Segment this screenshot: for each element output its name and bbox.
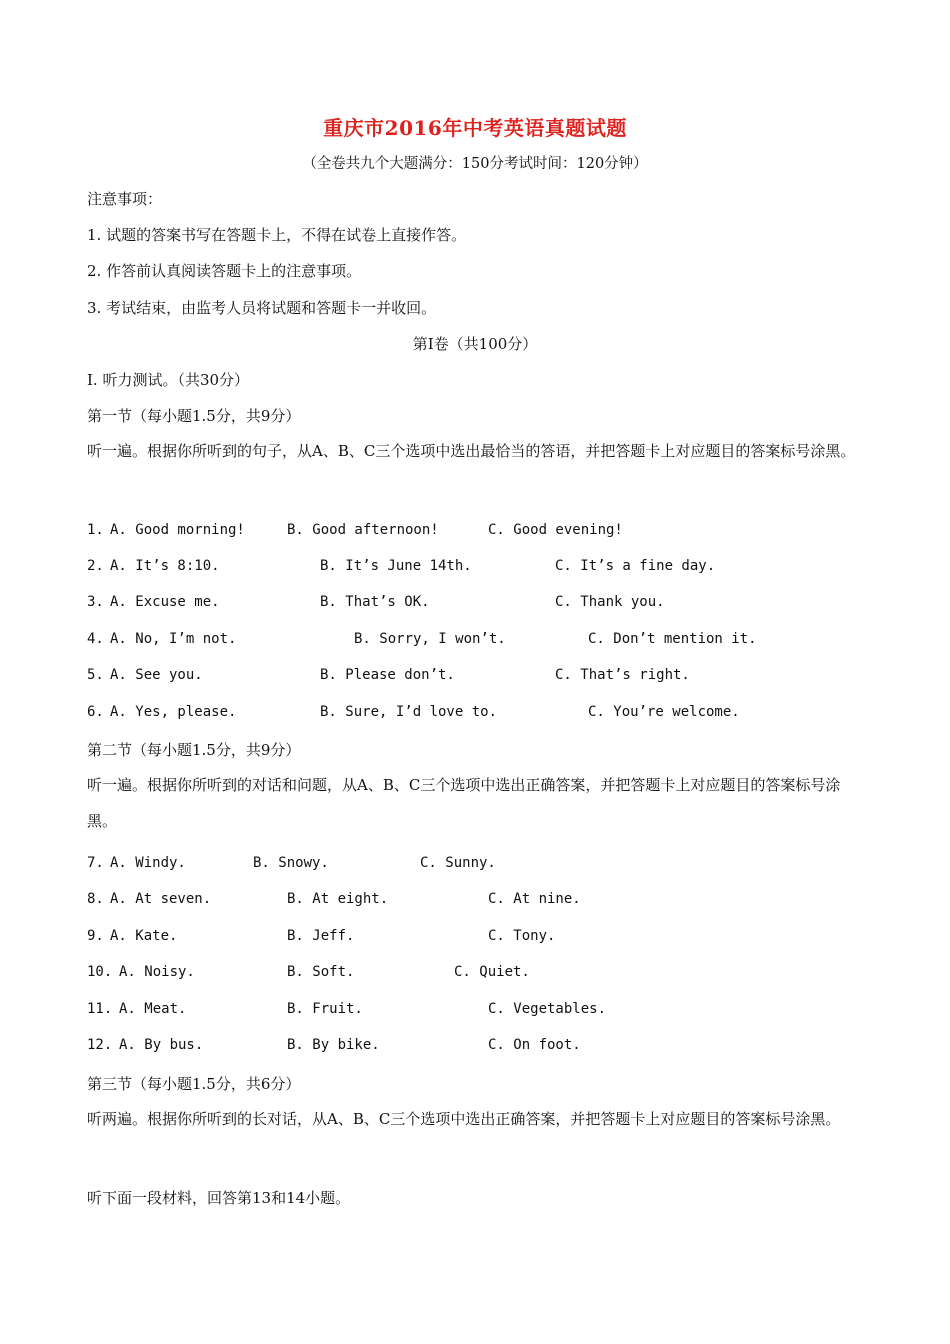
question-number: 6. xyxy=(87,704,104,720)
option-c: C. Sunny. xyxy=(420,855,496,871)
option-b: B. That’s OK. xyxy=(320,594,430,610)
option-b: B. Snowy. xyxy=(253,855,329,871)
option-a: A. Windy. xyxy=(110,855,186,871)
section-heading: 第一节（每小题1.5分，共9分） xyxy=(87,407,301,425)
option-b: B. By bike. xyxy=(287,1037,380,1053)
volume-heading: 第Ⅰ卷（共100分） xyxy=(412,335,538,353)
option-a: A. Kate. xyxy=(110,928,178,944)
option-a: A. Good morning! xyxy=(110,522,245,538)
section-heading: 第二节（每小题1.5分，共9分） xyxy=(87,741,301,759)
option-b: B. Soft. xyxy=(287,964,355,980)
question-number: 3. xyxy=(87,594,104,610)
option-b: B. It’s June 14th. xyxy=(320,558,472,574)
exam-title: 重庆市2016年中考英语真题试题 xyxy=(323,116,627,140)
option-b: B. Sorry, I won’t. xyxy=(354,631,506,647)
option-c: C. On foot. xyxy=(488,1037,581,1053)
question-number: 11. xyxy=(87,1001,113,1017)
exam-subtitle: （全卷共九个大题满分：150分考试时间：120分钟） xyxy=(302,156,648,172)
notice-item: 1. 试题的答案书写在答题卡上，不得在试卷上直接作答。 xyxy=(87,226,467,244)
option-a: A. Noisy. xyxy=(119,964,195,980)
section-instruction: 听一遍。根据你所听到的对话和问题，从A、B、C三个选项中选出正确答案，并把答题卡上对应题目的答案标号涂黑。 xyxy=(87,776,841,830)
material-note: 听下面一段材料，回答第13和14小题。 xyxy=(87,1189,351,1207)
option-c: C. You’re welcome. xyxy=(588,704,740,720)
question-number: 5. xyxy=(87,667,104,683)
option-c: C. It’s a fine day. xyxy=(555,558,716,574)
option-b: B. Good afternoon! xyxy=(287,522,439,538)
option-c: C. Don’t mention it. xyxy=(588,631,757,647)
option-c: C. Quiet. xyxy=(454,964,530,980)
option-a: A. At seven. xyxy=(110,891,212,907)
question-number: 10. xyxy=(87,964,113,980)
option-a: A. Yes, please. xyxy=(110,704,237,720)
question-number: 4. xyxy=(87,631,104,647)
option-c: C. Tony. xyxy=(488,928,556,944)
option-b: B. Sure, I’d love to. xyxy=(320,704,498,720)
option-c: C. Good evening! xyxy=(488,522,623,538)
option-a: A. Excuse me. xyxy=(110,594,220,610)
option-a: A. It’s 8:10. xyxy=(110,558,220,574)
notice-heading: 注意事项： xyxy=(87,190,163,208)
option-c: C. That’s right. xyxy=(555,667,690,683)
option-b: B. Jeff. xyxy=(287,928,355,944)
option-a: A. Meat. xyxy=(119,1001,187,1017)
section-instruction: 听两遍。根据你所听到的长对话，从A、B、C三个选项中选出正确答案，并把答题卡上对应题目的答案标号涂黑。 xyxy=(87,1110,841,1128)
option-a: A. See you. xyxy=(110,667,203,683)
question-number: 7. xyxy=(87,855,104,871)
question-number: 1. xyxy=(87,522,104,538)
option-a: A. No, I’m not. xyxy=(110,631,237,647)
question-number: 8. xyxy=(87,891,104,907)
section-instruction: 听一遍。根据你所听到的句子，从A、B、C三个选项中选出最恰当的答语，并把答题卡上对应题目的答案标号涂黑。 xyxy=(87,442,856,460)
option-b: B. Please don’t. xyxy=(320,667,455,683)
question-number: 2. xyxy=(87,558,104,574)
question-number: 12. xyxy=(87,1037,113,1053)
option-c: C. At nine. xyxy=(488,891,581,907)
option-c: C. Vegetables. xyxy=(488,1001,607,1017)
option-b: B. Fruit. xyxy=(287,1001,363,1017)
part-heading: Ⅰ. 听力测试。（共30分） xyxy=(87,371,250,389)
option-c: C. Thank you. xyxy=(555,594,665,610)
notice-item: 3. 考试结束，由监考人员将试题和答题卡一并收回。 xyxy=(87,299,437,317)
option-a: A. By bus. xyxy=(119,1037,204,1053)
option-b: B. At eight. xyxy=(287,891,389,907)
notice-item: 2. 作答前认真阅读答题卡上的注意事项。 xyxy=(87,262,362,280)
question-number: 9. xyxy=(87,928,104,944)
section-heading: 第三节（每小题1.5分，共6分） xyxy=(87,1075,301,1093)
